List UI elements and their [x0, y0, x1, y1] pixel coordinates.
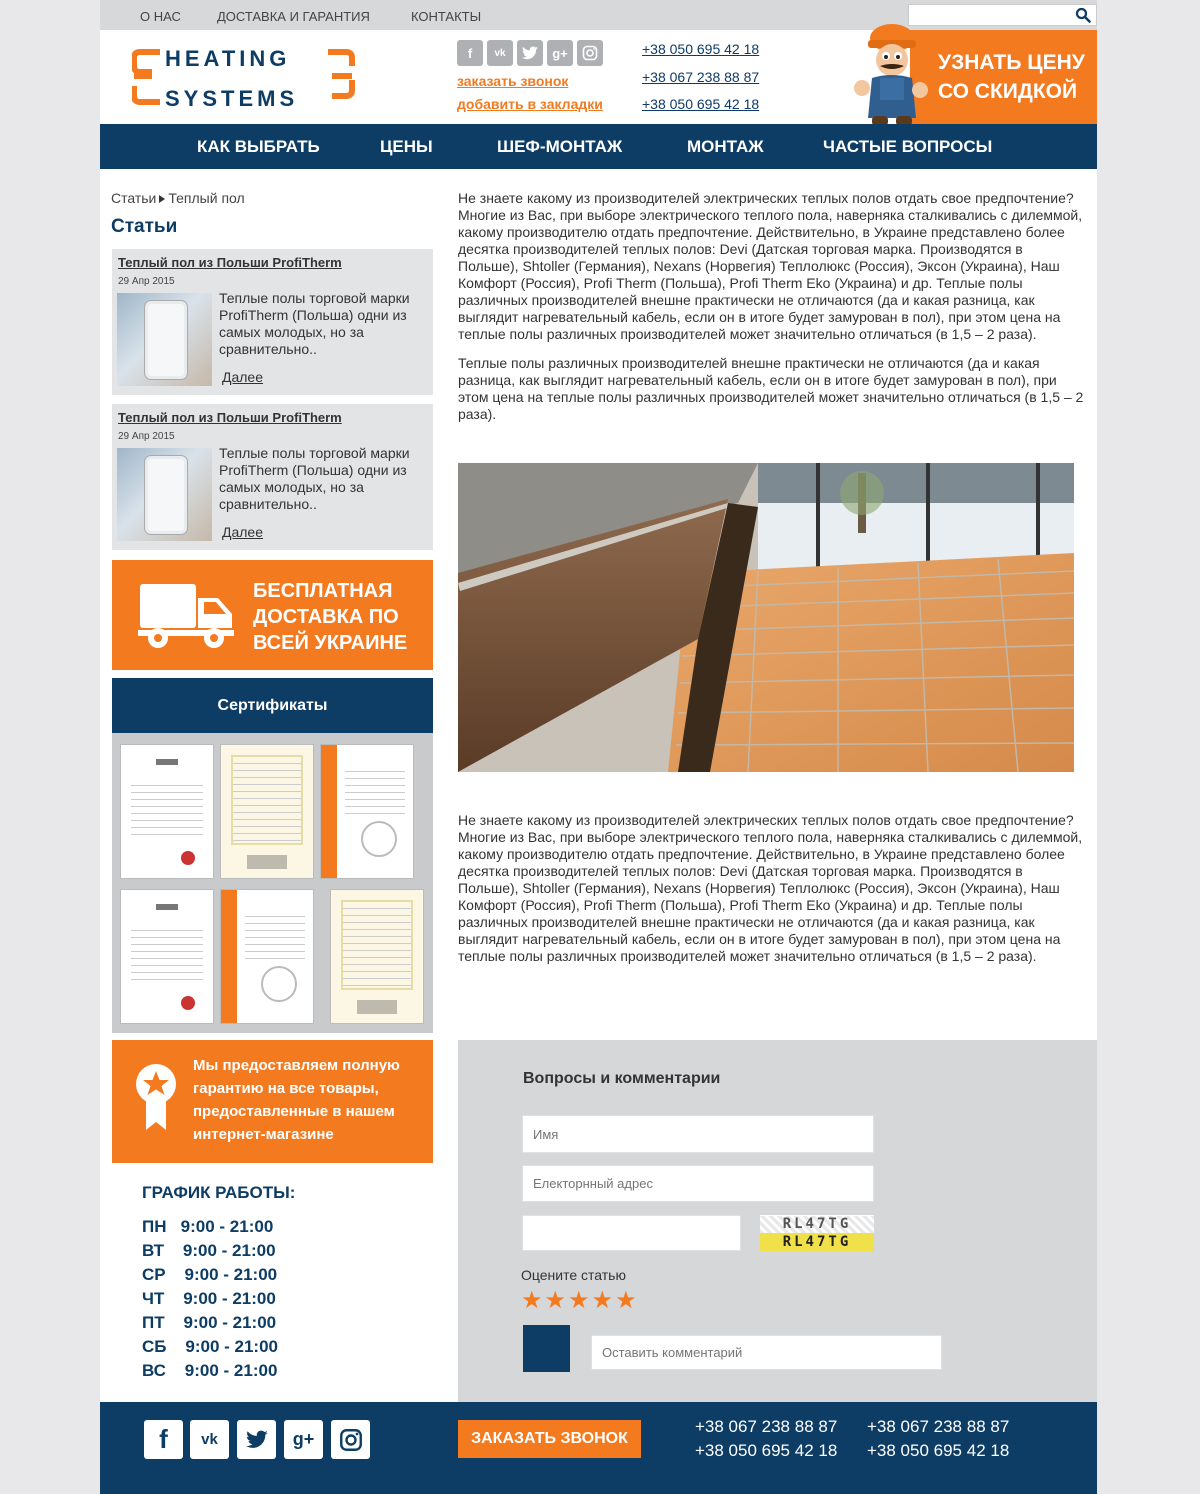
free-delivery-banner[interactable]	[112, 560, 433, 670]
search-icon[interactable]	[1075, 7, 1091, 23]
work-schedule	[142, 1183, 295, 1385]
schedule-row: ВС 9:00 - 21:00	[142, 1361, 278, 1380]
delivery-line1: БЕСПЛАТНАЯ	[253, 580, 393, 602]
logo-line1: HEATING	[165, 46, 291, 71]
footer-google-plus-icon[interactable]: g+	[284, 1420, 323, 1459]
facebook-icon[interactable]: f	[457, 40, 483, 66]
certificates-title: Сертификаты	[112, 678, 433, 733]
breadcrumb-current: Теплый пол	[168, 190, 245, 206]
schedule-row: СР 9:00 - 21:00	[142, 1265, 278, 1284]
schedule-title: ГРАФИК РАБОТЫ:	[142, 1183, 296, 1202]
breadcrumb-arrow-icon	[159, 195, 165, 203]
topnav-about[interactable]: О НАС	[140, 9, 181, 24]
page	[100, 0, 1097, 1494]
breadcrumb-parent[interactable]: Статьи	[111, 190, 157, 206]
article-card-thumbnail[interactable]	[117, 448, 212, 541]
article-paragraph-1: Не знаете какому из производителей электрических теплых полов отдать свое предпочтение? Многие из Вас, при выборе электрического теплого пола, наверняка сталкивались с дилеммой, какому производителю отдать предпочтение. Действительно, в Украине представлено более десятка производителей теплых полов: Devi (Датская торговая марка. Производятся в Польше), Shtoller (Германия), Nexans (Норвегия) Теплолюкс (Россия), Эксон (Украина), Наш Комфорт (Россия), Profi Therm (Польша), Profi Therm Eko (Украина) и др. Теплые полы различных производителей внешне практически не отличаются (да и какая разница, как выглядит нагревательный кабель, если он в итоге будет замурован в пол), при этом цена на теплые полы различных производителей может значительно отличаться (в 1,5 – 2 раза).	[458, 190, 1083, 342]
header-phone-3[interactable]: +38 050 695 42 18	[642, 96, 760, 112]
captcha-input[interactable]	[522, 1215, 741, 1251]
article-card-excerpt: Теплые полы торговой марки ProfiTherm (Польша) одни из самых молодых, но за сравнительно..	[219, 290, 410, 357]
bookmark-link[interactable]: добавить в закладки	[457, 96, 603, 112]
schedule-row: ЧТ 9:00 - 21:00	[142, 1289, 276, 1308]
star-icon[interactable]: ★	[615, 1287, 637, 1314]
captcha-image	[760, 1215, 874, 1251]
article-card-title[interactable]: Теплый пол из Польши ProfiTherm	[118, 255, 342, 270]
footer	[100, 1402, 1097, 1494]
schedule-row: СБ 9:00 - 21:00	[142, 1337, 278, 1356]
guarantee-banner	[112, 1040, 433, 1163]
sidebar-title: Статьи	[111, 216, 178, 237]
article-card-excerpt: Теплые полы торговой марки ProfiTherm (Польша) одни из самых молодых, но за сравнительно..	[219, 445, 410, 512]
rating-stars[interactable]	[521, 1287, 637, 1314]
captcha-text-bottom: RL47TG	[760, 1233, 874, 1251]
footer-phone[interactable]: +38 050 695 42 18	[867, 1441, 1010, 1460]
article-photo-heated-floor	[458, 463, 1074, 772]
certificates-gallery	[112, 733, 433, 1033]
search-input[interactable]	[909, 5, 1069, 25]
main-nav	[100, 124, 1097, 169]
footer-instagram-icon[interactable]	[331, 1420, 370, 1459]
topnav-delivery[interactable]: ДОСТАВКА И ГАРАНТИЯ	[217, 9, 370, 24]
star-icon[interactable]: ★	[568, 1287, 590, 1314]
discount-promo-button[interactable]	[910, 30, 1097, 124]
instagram-icon[interactable]	[577, 40, 603, 66]
certificate-thumbnail[interactable]	[330, 889, 424, 1024]
guarantee-text: Мы предоставляем полную гарантию на все товары, предоставленные в нашем интернет-магазине	[193, 1057, 400, 1143]
footer-facebook-icon[interactable]: f	[144, 1420, 183, 1459]
footer-twitter-icon[interactable]	[237, 1420, 276, 1459]
schedule-row: ПН 9:00 - 21:00	[142, 1217, 274, 1236]
schedule-row: ПТ 9:00 - 21:00	[142, 1313, 277, 1332]
footer-callback-button[interactable]: ЗАКАЗАТЬ ЗВОНОК	[458, 1420, 641, 1458]
submit-comment-button[interactable]	[523, 1325, 570, 1372]
article-card-date: 29 Апр 2015	[118, 431, 175, 442]
article-card-thumbnail[interactable]	[117, 293, 212, 386]
footer-phone[interactable]: +38 067 238 88 87	[695, 1417, 838, 1436]
article-card-date: 29 Апр 2015	[118, 276, 175, 287]
truck-icon	[138, 580, 236, 652]
name-field[interactable]	[522, 1115, 874, 1153]
star-icon[interactable]: ★	[521, 1287, 543, 1314]
email-field[interactable]	[522, 1165, 874, 1202]
logo-line2: SYSTEMS	[165, 86, 299, 110]
certificate-thumbnail[interactable]	[120, 889, 214, 1024]
captcha-text-top: RL47TG	[760, 1216, 874, 1233]
article-card	[112, 249, 433, 395]
award-badge-icon	[134, 1062, 178, 1132]
article-card-title[interactable]: Теплый пол из Польши ProfiTherm	[118, 410, 342, 425]
certificate-thumbnail[interactable]	[320, 744, 414, 879]
delivery-line3: ВСЕЙ УКРАИНЕ	[253, 632, 408, 654]
star-icon[interactable]: ★	[544, 1287, 567, 1314]
footer-phone[interactable]: +38 050 695 42 18	[695, 1441, 838, 1460]
topnav-contacts[interactable]: КОНТАКТЫ	[411, 9, 482, 24]
vk-icon[interactable]: vk	[487, 40, 513, 66]
breadcrumb	[111, 190, 245, 206]
mascot-worker-icon	[850, 22, 930, 132]
star-icon[interactable]: ★	[591, 1287, 614, 1314]
search-box	[908, 4, 1097, 26]
logo[interactable]	[132, 44, 362, 110]
footer-phone[interactable]: +38 067 238 88 87	[867, 1417, 1010, 1436]
comment-field[interactable]	[591, 1335, 942, 1370]
schedule-row: ВТ 9:00 - 21:00	[142, 1241, 276, 1260]
nav-chief-installation[interactable]: ШЕФ-МОНТАЖ	[497, 137, 623, 156]
certificate-thumbnail[interactable]	[220, 744, 314, 879]
footer-vk-icon[interactable]: vk	[190, 1420, 229, 1459]
article-card-more-link[interactable]: Далее	[222, 369, 264, 385]
article-card	[112, 404, 433, 550]
twitter-icon[interactable]	[517, 40, 543, 66]
article-paragraph-3: Не знаете какому из производителей электрических теплых полов отдать свое предпочтение? Многие из Вас, при выборе электрического теплого пола, наверняка сталкивались с дилеммой, какому производителю отдать предпочтение. Действительно, в Украине представлено более десятка производителей теплых полов: Devi (Датская торговая марка. Производятся в Польше), Shtoller (Германия), Nexans (Норвегия) Теплолюкс (Россия), Эксон (Украина), Наш Комфорт (Россия), Profi Therm (Польша), Profi Therm Eko (Украина) и др. Теплые полы различных производителей внешне практически не отличаются (да и какая разница, как выглядит нагревательный кабель, если он в итоге будет замурован в пол), при этом цена на теплые полы различных производителей может значительно отличаться (в 1,5 – 2 раза).	[458, 812, 1083, 964]
article-card-more-link[interactable]: Далее	[222, 524, 264, 540]
nav-how-to-choose[interactable]: КАК ВЫБРАТЬ	[197, 137, 320, 156]
google-plus-icon[interactable]: g+	[547, 40, 573, 66]
certificate-thumbnail[interactable]	[120, 744, 214, 879]
header-social	[457, 40, 603, 66]
promo-line1: УЗНАТЬ ЦЕНУ	[938, 51, 1085, 74]
comment-form	[458, 1040, 1097, 1402]
top-bar	[100, 0, 1097, 30]
promo-line2: СО СКИДКОЙ	[938, 80, 1078, 103]
delivery-line2: ДОСТАВКА ПО	[253, 606, 399, 628]
callback-link[interactable]: заказать звонок	[457, 73, 569, 89]
nav-prices[interactable]: ЦЕНЫ	[380, 137, 433, 156]
header-phone-2[interactable]: +38 067 238 88 87	[642, 69, 760, 85]
certificate-thumbnail[interactable]	[220, 889, 314, 1024]
nav-installation[interactable]: МОНТАЖ	[687, 137, 764, 156]
nav-faq[interactable]: ЧАСТЫЕ ВОПРОСЫ	[823, 137, 993, 156]
header-phone-1[interactable]: +38 050 695 42 18	[642, 41, 760, 57]
rate-label: Оцените статью	[521, 1267, 626, 1283]
comment-form-title: Вопросы и комментарии	[523, 1070, 721, 1087]
article-paragraph-2: Теплые полы различных производителей внешне практически не отличаются (да и какая разница, как выглядит нагревательный кабель, если он в итоге будет замурован в пол), при этом цена на теплые полы различных производителей может значительно отличаться (в 1,5 – 2 раза).	[458, 355, 1084, 422]
